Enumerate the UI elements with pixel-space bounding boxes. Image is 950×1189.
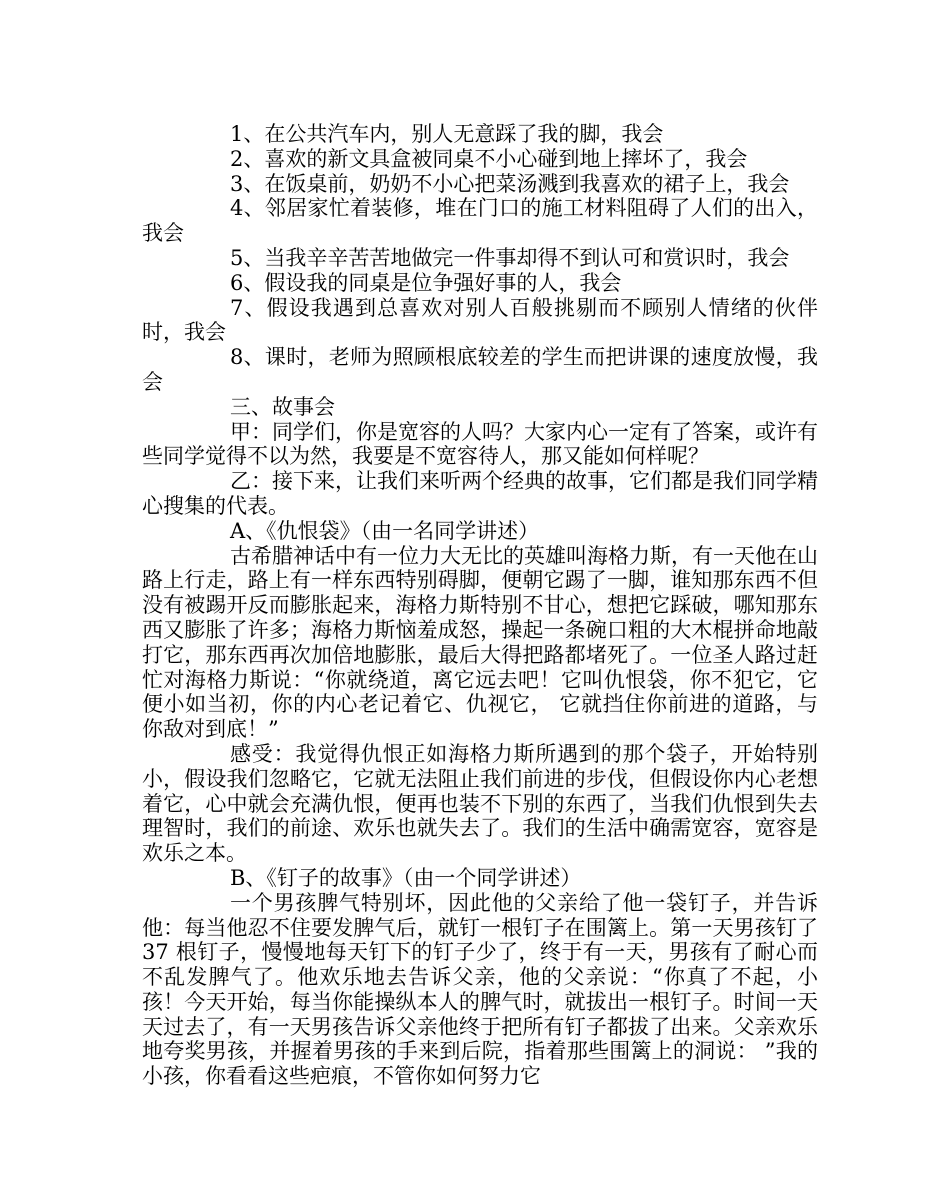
story-a-title: A、《仇恨袋》（由一名同学讲述） <box>230 518 540 543</box>
story-a-reflection: 感受：我觉得仇恨正如海格力斯所遇到的那个袋子，开始特别小，假设我们忽略它，它就无法阻止我们前进的步伐，但假设你内心老想着它，心中就会充满仇恨，便再也装不下别的东西了，当我们仇恨到失去理智时，我们的前途、欢乐也就失去了。我们的生活中确需宽容，宽容是欢乐之本。 <box>142 741 818 866</box>
question-item-6: 6、假设我的同桌是位争强好事的人，我会 <box>230 270 622 295</box>
question-item-8: 8、课时，老师为照顾根底较差的学生而把讲课的速度放慢，我会 <box>142 345 818 394</box>
question-item-5: 5、当我辛辛苦苦地做完一件事却得不到认可和赏识时，我会 <box>230 245 790 270</box>
section-heading-story: 三、故事会 <box>230 394 335 419</box>
question-item-1: 1、在公共汽车内，别人无意踩了我的脚，我会 <box>230 122 664 146</box>
question-item-4: 4、邻居家忙着装修，堆在门口的施工材料阻碍了人们的出入，我会 <box>142 196 818 246</box>
dialogue-yi: 乙：接下来，让我们来听两个经典的故事，它们都是我们同学精心搜集的代表。 <box>142 469 818 518</box>
document-body <box>142 122 818 1089</box>
question-item-3: 3、在饭桌前，奶奶不小心把菜汤溅到我喜欢的裙子上，我会 <box>230 171 790 196</box>
story-a-body: 古希腊神话中有一位力大无比的英雄叫海格力斯，有一天他在山路上行走，路上有一样东西特别碍脚，便朝它踢了一脚，谁知那东西不但没有被踢开反而膨胀起来，海格力斯特别不甘心，想把它踩破，哪知那东西又膨胀了许多；海格力斯恼羞成怒，操起一条碗口粗的大木棍拼命地敲打它，那东西再次加倍地膨胀，最后大得把路都堵死了。一位圣人路过赶忙对海格力斯说：“你就绕道，离它远去吧！它叫仇恨袋，你不犯它，它便小如当初，你的内心老记着它、仇视它， 它就挡住你前进的道路，与你敌对到底！” <box>142 543 818 742</box>
dialogue-jia: 甲：同学们，你是宽容的人吗？大家内心一定有了答案，或许有些同学觉得不以为然，我要是不宽容待人，那又能如何样呢？ <box>142 419 818 469</box>
question-item-2: 2、喜欢的新文具盒被同桌不小心碰到地上摔坏了，我会 <box>230 146 748 171</box>
story-b-title: B、《钉子的故事》（由一个同学讲述） <box>230 865 582 890</box>
story-b-body: 一个男孩脾气特别坏，因此他的父亲给了他一袋钉子，并告诉他：每当他忍不住要发脾气后，就钉一根钉子在围篱上。第一天男孩钉了 37 根钉子，慢慢地每天钉下的钉子少了，终于有一天，男孩有了耐心而不乱发脾气了。他欢乐地去告诉父亲，他的父亲说：“你真了不起，小孩！今天开始，每当你能操纵本人的脾气时，就拔出一根钉子。时间一天天过去了，有一天男孩告诉父亲他终于把所有钉子都拔了出来。父亲欢乐地夸奖男孩，并握着男孩的手来到后院，指着那些围篱上的洞说： ”我的小孩，你看看这些疤痕，不管你如何努力它 <box>142 890 818 1089</box>
question-item-7: 7、假设我遇到总喜欢对别人百般挑剔而不顾别人情绪的伙伴时，我会 <box>142 295 818 345</box>
